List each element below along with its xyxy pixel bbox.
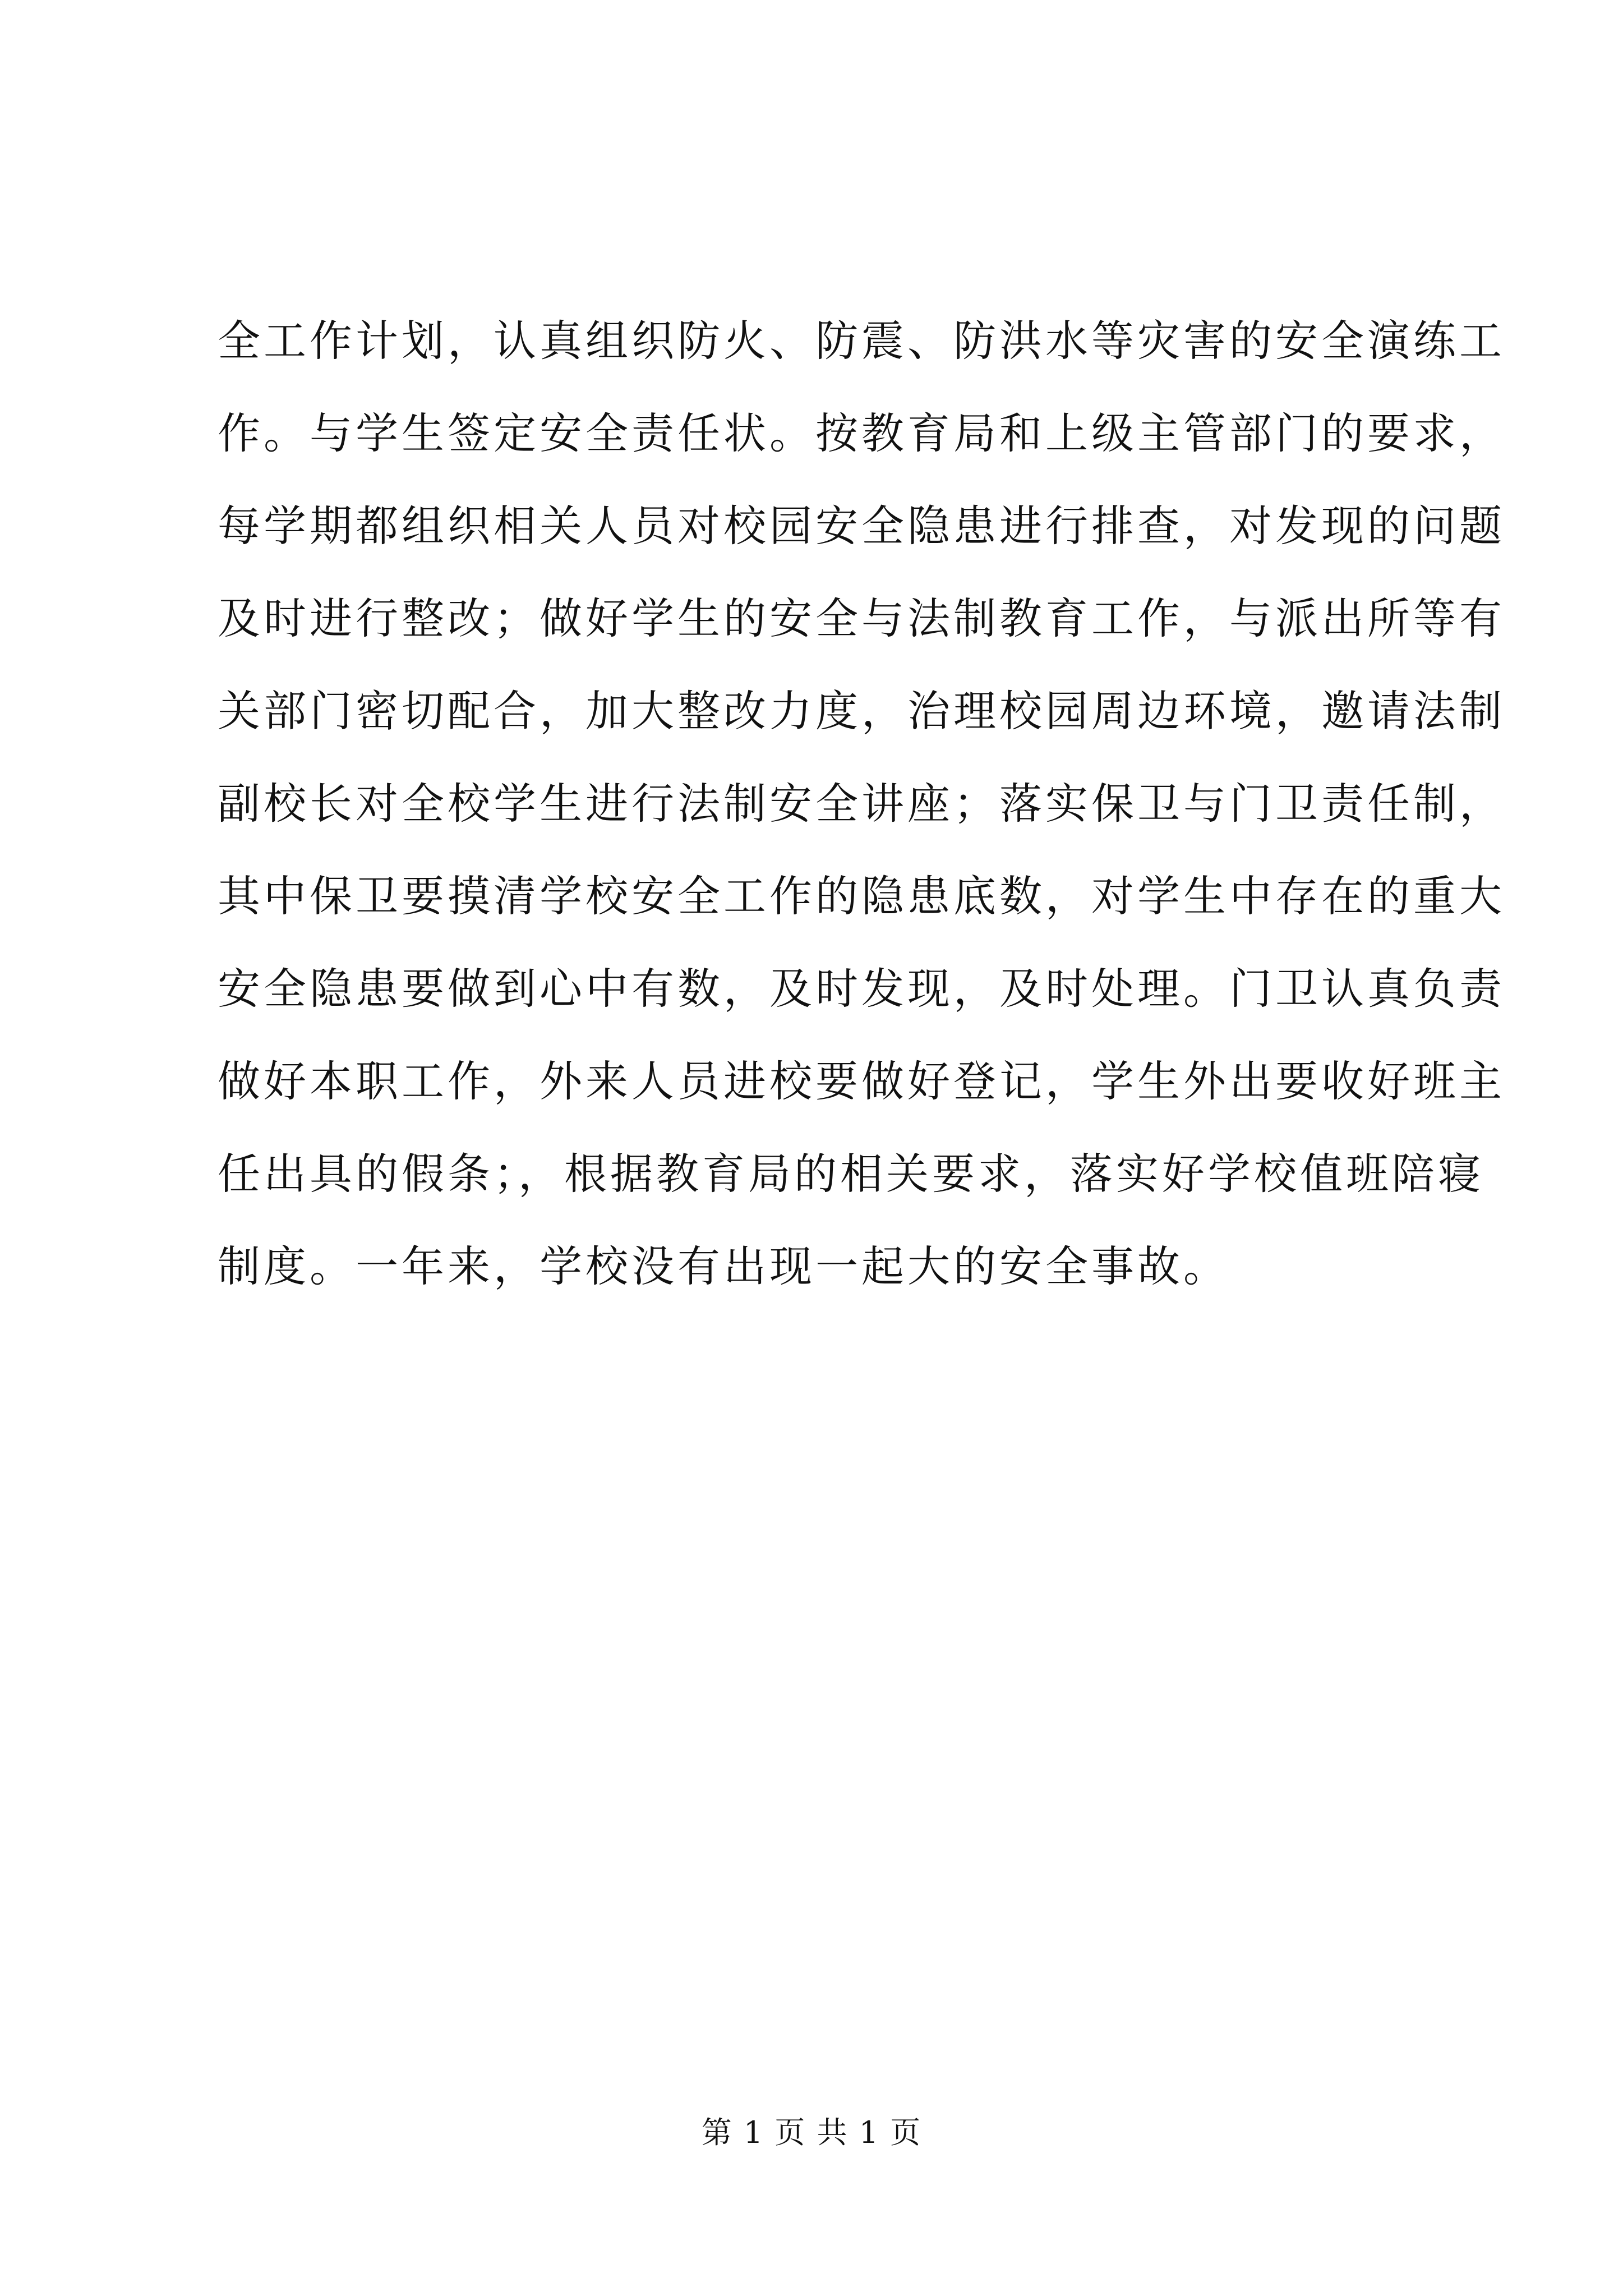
- text-line: 做好本职工作，外来人员进校要做好登记，学生外出要收好班主: [218, 1056, 1505, 1106]
- text-line: 每学期都组织相关人员对校园安全隐患进行排查，对发现的问题: [218, 501, 1505, 551]
- page-footer: [0, 2110, 1623, 2155]
- text-line: 全工作计划，认真组织防火、防震、防洪水等灾害的安全演练工: [218, 316, 1505, 366]
- page-number-label: 第 1 页 共 1 页: [701, 2115, 922, 2150]
- text-line: 制度。一年来，学校没有出现一起大的安全事故。: [218, 1241, 1229, 1291]
- text-line: 任出具的假条；，根据教育局的相关要求，落实好学校值班陪寝: [218, 1149, 1484, 1199]
- text-line: 其中保卫要摸清学校安全工作的隐患底数，对学生中存在的重大: [218, 871, 1505, 921]
- text-line: 关部门密切配合，加大整改力度，治理校园周边环境，邀请法制: [218, 686, 1505, 736]
- text-line: 及时进行整改；做好学生的安全与法制教育工作，与派出所等有: [218, 593, 1505, 643]
- body-paragraph: [218, 307, 1505, 1326]
- text-line: 副校长对全校学生进行法制安全讲座；落实保卫与门卫责任制，: [218, 779, 1505, 829]
- text-line: 作。与学生签定安全责任状。按教育局和上级主管部门的要求，: [218, 408, 1505, 458]
- text-line: 安全隐患要做到心中有数，及时发现，及时处理。门卫认真负责: [218, 964, 1505, 1014]
